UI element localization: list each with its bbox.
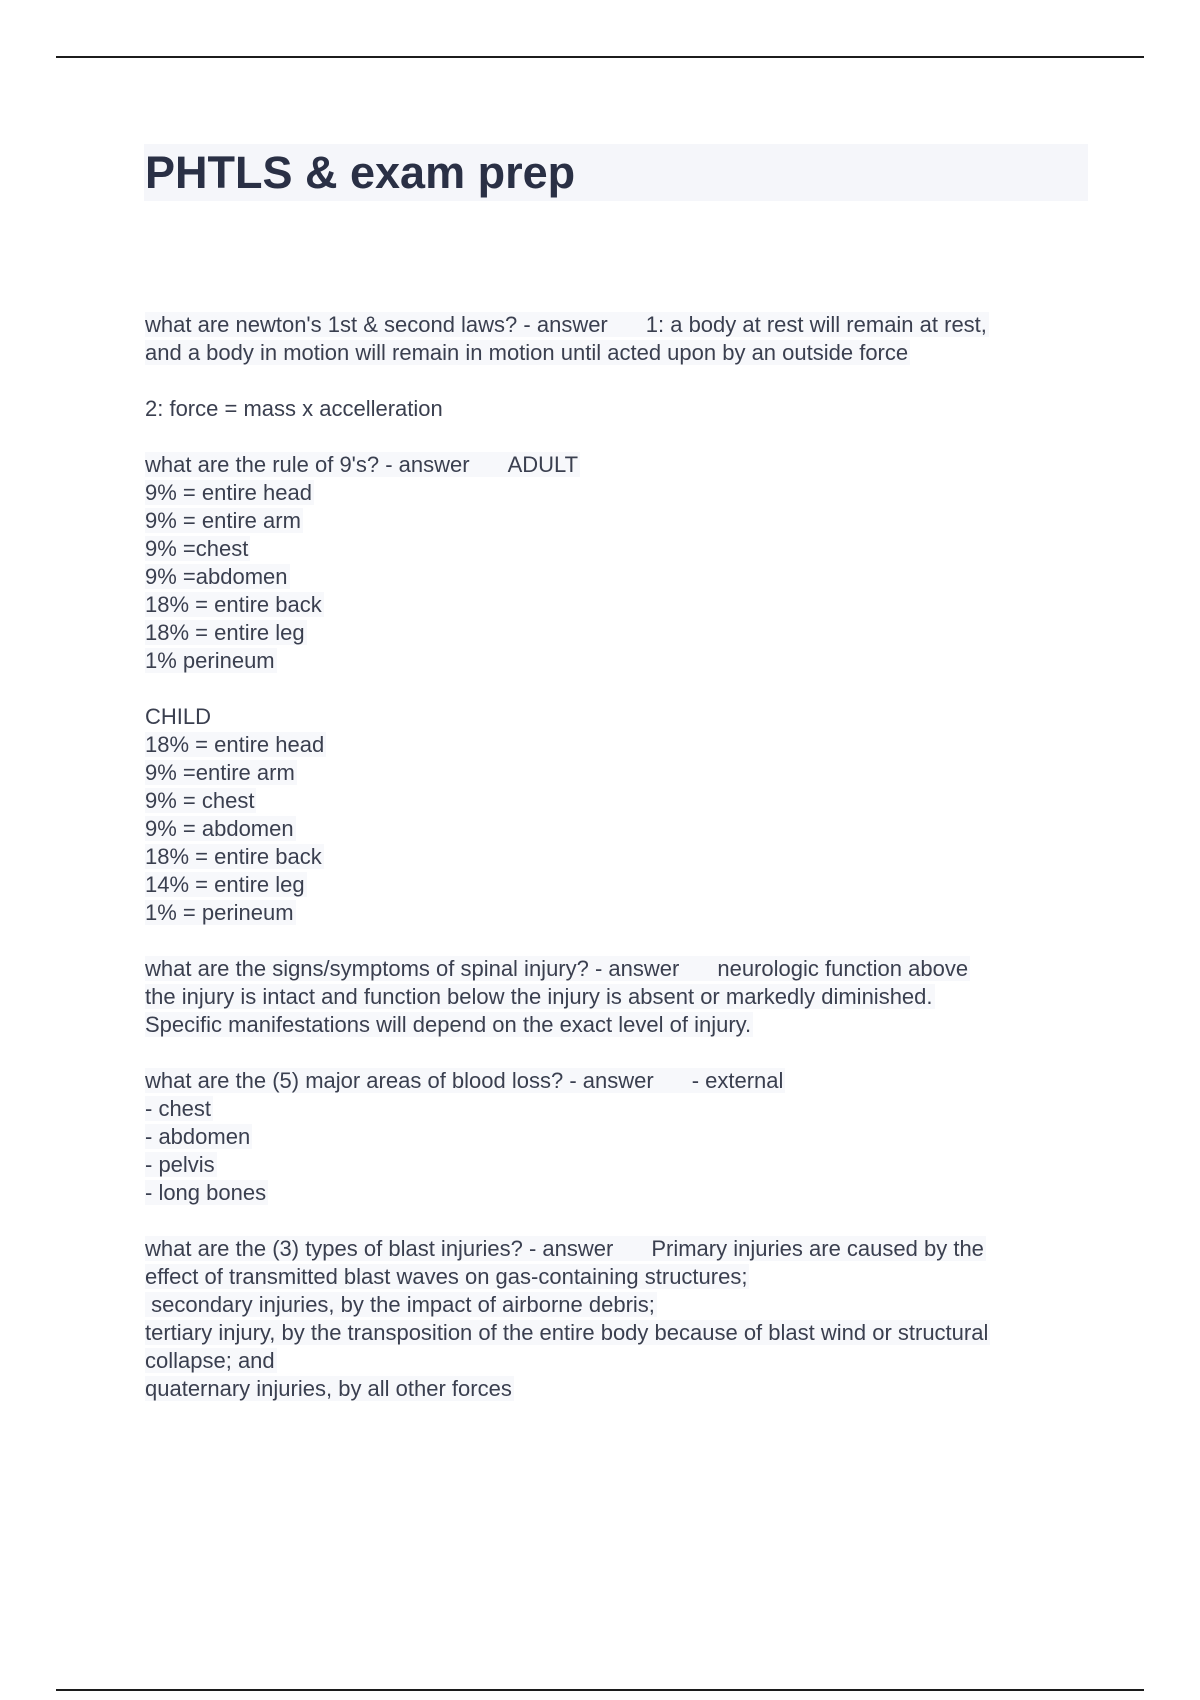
answer-line: 9% = entire head xyxy=(145,480,312,505)
answer-line: 9% = chest xyxy=(145,788,255,813)
answer-text: - external xyxy=(691,1068,784,1093)
group-label: CHILD xyxy=(145,704,212,729)
answer-line: tertiary injury, by the transposition of the entire body because of blast wind or structural xyxy=(145,1320,989,1345)
answer-line: quaternary injuries, by all other forces xyxy=(145,1376,512,1401)
qa-item xyxy=(145,311,1095,423)
blank-line xyxy=(145,367,1095,395)
answer-line: secondary injuries, by the impact of airborne debris; xyxy=(145,1292,655,1317)
answer-line: collapse; and xyxy=(145,1348,275,1373)
question-text: what are the (5) major areas of blood loss? - answer xyxy=(145,1068,654,1093)
answer-line: 18% = entire leg xyxy=(145,620,305,645)
question-text: what are newton's 1st & second laws? - answer xyxy=(145,312,608,337)
answer-line: 18% = entire back xyxy=(145,592,322,617)
top-rule xyxy=(56,56,1144,58)
question-text: what are the (3) types of blast injuries? - answer xyxy=(145,1236,614,1261)
document-body xyxy=(145,311,1095,1431)
answer-line: 1% perineum xyxy=(145,648,275,673)
answer-text: 1: a body at rest will remain at rest, xyxy=(645,312,987,337)
qa-item xyxy=(145,955,1095,1039)
answer-text: Primary injuries are caused by the xyxy=(651,1236,984,1261)
answer-line: 1% = perineum xyxy=(145,900,294,925)
answer-line: and a body in motion will remain in motion until acted upon by an outside force xyxy=(145,340,909,365)
qa-item xyxy=(145,1235,1095,1403)
answer-line: 9% =chest xyxy=(145,536,249,561)
answer-line: 18% = entire head xyxy=(145,732,325,757)
answer-line: 9% =abdomen xyxy=(145,564,288,589)
question-text: what are the signs/symptoms of spinal injury? - answer xyxy=(145,956,680,981)
answer-line: 14% = entire leg xyxy=(145,872,305,897)
question-text: what are the rule of 9's? - answer xyxy=(145,452,470,477)
answer-line: - long bones xyxy=(145,1180,267,1205)
answer-line: - chest xyxy=(145,1096,212,1121)
answer-line: 9% =entire arm xyxy=(145,760,295,785)
answer-text: ADULT xyxy=(507,452,579,477)
answer-line: 9% = abdomen xyxy=(145,816,294,841)
answer-line: 18% = entire back xyxy=(145,844,322,869)
answer-line: Specific manifestations will depend on the exact level of injury. xyxy=(145,1012,752,1037)
blank-line xyxy=(145,675,1095,703)
answer-line: - abdomen xyxy=(145,1124,251,1149)
bottom-rule xyxy=(56,1689,1144,1691)
page-title: PHTLS & exam prep xyxy=(145,147,576,198)
answer-line: - pelvis xyxy=(145,1152,215,1177)
answer-line: the injury is intact and function below the injury is absent or markedly diminished. xyxy=(145,984,933,1009)
answer-line: 9% = entire arm xyxy=(145,508,301,533)
qa-item xyxy=(145,451,1095,927)
answer-line: 2: force = mass x accelleration xyxy=(145,396,443,421)
answer-text: neurologic function above xyxy=(717,956,969,981)
answer-line: effect of transmitted blast waves on gas-containing structures; xyxy=(145,1264,748,1289)
qa-item xyxy=(145,1067,1095,1207)
